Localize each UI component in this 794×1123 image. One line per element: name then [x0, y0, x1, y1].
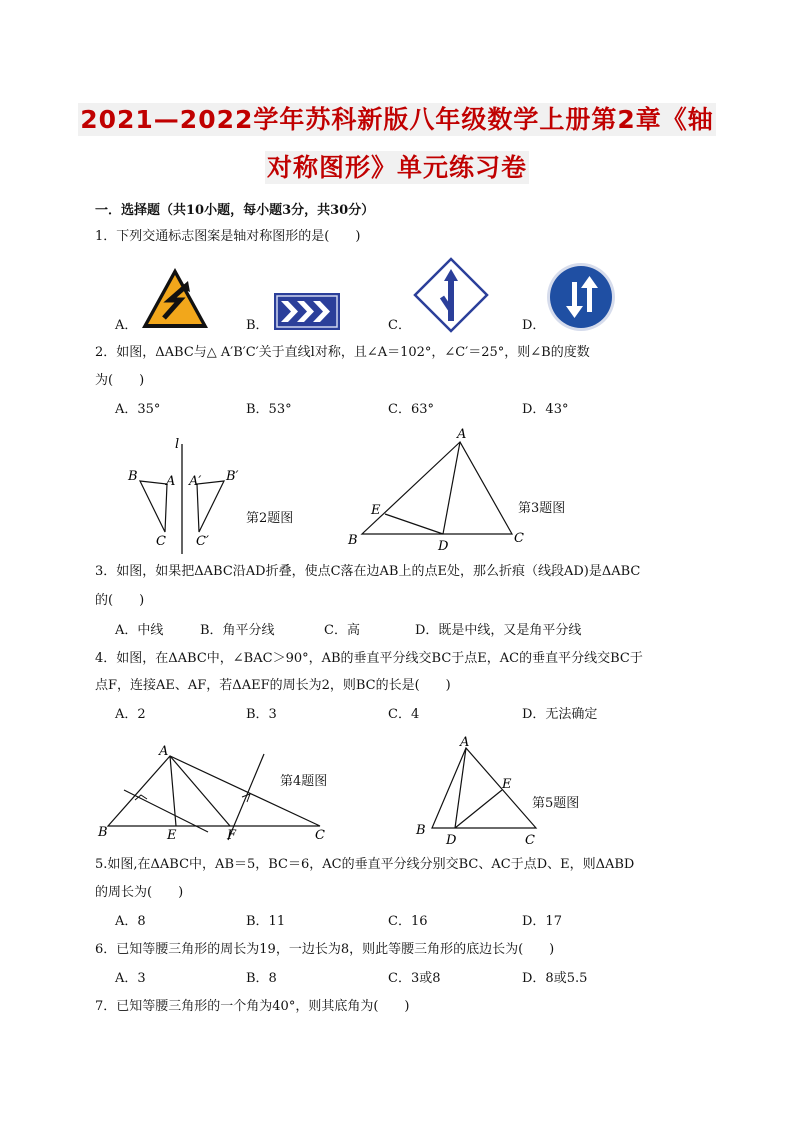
fig3-label-c: C — [514, 531, 524, 546]
fig3-label-e: E — [371, 503, 381, 518]
question-3-text-line1: 3．如图，如果把ΔABC沿AD折叠，使点C落在边AB上的点E处，那么折痕（线段AD)是ΔABC — [95, 564, 641, 579]
question-2-text-line1: 2．如图，ΔABC与△ A′B′C′关于直线l对称，且∠A＝102°，∠C′＝25°，则∠B的度数 — [95, 345, 590, 360]
fig2-label-c-prime: C′ — [196, 534, 209, 549]
q4-option-d: D．无法确定 — [522, 707, 598, 722]
q5-option-d: D．17 — [522, 914, 562, 929]
question-2-text-line2: 为( ) — [95, 373, 145, 388]
two-way-traffic-sign — [546, 262, 616, 332]
q4-option-a: A．2 — [115, 707, 146, 722]
fig5-caption: 第5题图 — [532, 796, 580, 811]
q2-option-d: D．43° — [522, 402, 569, 417]
fig4-label-e: E — [167, 828, 177, 843]
fig5-label-a: A — [460, 735, 470, 750]
fig2-caption: 第2题图 — [246, 511, 294, 526]
fig2-label-c: C — [156, 534, 166, 549]
fig3-label-d: D — [438, 539, 449, 554]
merge-diamond-sign — [413, 257, 489, 333]
q1-option-d: D． — [522, 318, 546, 333]
chevron-direction-sign — [274, 293, 340, 330]
zigzag-warning-sign — [140, 266, 210, 330]
fig3-label-a: A — [457, 427, 467, 442]
q6-option-c: C．3或8 — [388, 971, 441, 986]
question-4-text-line1: 4．如图，在ΔABC中，∠BAC＞90°，AB的垂直平分线交BC于点E，AC的垂直平分线交BC于 — [95, 651, 643, 666]
q1-option-b: B． — [246, 318, 269, 333]
paper-title-line2: 对称图形》单元练习卷 — [266, 153, 527, 182]
q5-option-c: C．16 — [388, 914, 428, 929]
fig2-label-a: A — [166, 474, 176, 489]
fig2-label-l: l — [175, 437, 180, 452]
q2-option-b: B．53° — [246, 402, 292, 417]
q6-option-a: A．3 — [115, 971, 146, 986]
q3-option-d: D．既是中线，又是角平分线 — [415, 623, 582, 638]
fig3-label-b: B — [348, 533, 358, 548]
question-3-text-line2: 的( ) — [95, 593, 145, 608]
q2-option-a: A．35° — [115, 402, 161, 417]
section-header: 一．选择题（共10小题，每小题3分，共30分） — [95, 203, 375, 218]
fig5-label-c: C — [525, 833, 535, 848]
fig4-label-b: B — [98, 825, 108, 840]
fig2-label-a-prime: A′ — [189, 474, 202, 489]
fig5-label-e: E — [502, 777, 512, 792]
paper-title-line1: 2021—2022学年苏科新版八年级数学上册第2章《轴 — [80, 105, 714, 134]
figure-q3 — [340, 426, 540, 554]
q5-option-a: A．8 — [115, 914, 146, 929]
q1-option-a: A． — [115, 318, 138, 333]
fig3-caption: 第3题图 — [518, 501, 566, 516]
question-6-text: 6．已知等腰三角形的周长为19，一边长为8，则此等腰三角形的底边长为( ) — [95, 942, 555, 957]
figure-q2 — [120, 432, 320, 557]
fig2-label-b: B — [128, 469, 138, 484]
q6-option-d: D．8或5.5 — [522, 971, 588, 986]
fig5-label-b: B — [416, 823, 426, 838]
question-4-text-line2: 点F，连接AE、AF，若ΔAEF的周长为2，则BC的长是( ) — [95, 678, 451, 693]
q3-option-b: B．角平分线 — [200, 623, 275, 638]
question-1-text: 1．下列交通标志图案是轴对称图形的是( ) — [95, 229, 361, 244]
fig4-label-a: A — [159, 744, 169, 759]
q1-option-c: C． — [388, 318, 411, 333]
fig4-caption: 第4题图 — [280, 774, 328, 789]
q3-option-c: C．高 — [324, 623, 360, 638]
q2-option-c: C．63° — [388, 402, 434, 417]
question-5-text-line2: 的周长为( ) — [95, 885, 184, 900]
q3-option-a: A．中线 — [115, 623, 164, 638]
figure-q4 — [96, 742, 336, 842]
question-5-text-line1: 5.如图,在ΔABC中，AB＝5，BC＝6，AC的垂直平分线分别交BC、AC于点D、E，则ΔABD — [95, 857, 635, 872]
q6-option-b: B．8 — [246, 971, 277, 986]
q4-option-c: C．4 — [388, 707, 420, 722]
fig4-label-f: F — [227, 828, 237, 843]
q5-option-b: B．11 — [246, 914, 286, 929]
fig4-label-c: C — [315, 828, 325, 843]
question-7-text: 7．已知等腰三角形的一个角为40°，则其底角为( ) — [95, 999, 410, 1014]
figure-q5 — [410, 732, 550, 850]
q4-option-b: B．3 — [246, 707, 277, 722]
fig5-label-d: D — [446, 833, 457, 848]
fig2-label-b-prime: B′ — [226, 469, 239, 484]
